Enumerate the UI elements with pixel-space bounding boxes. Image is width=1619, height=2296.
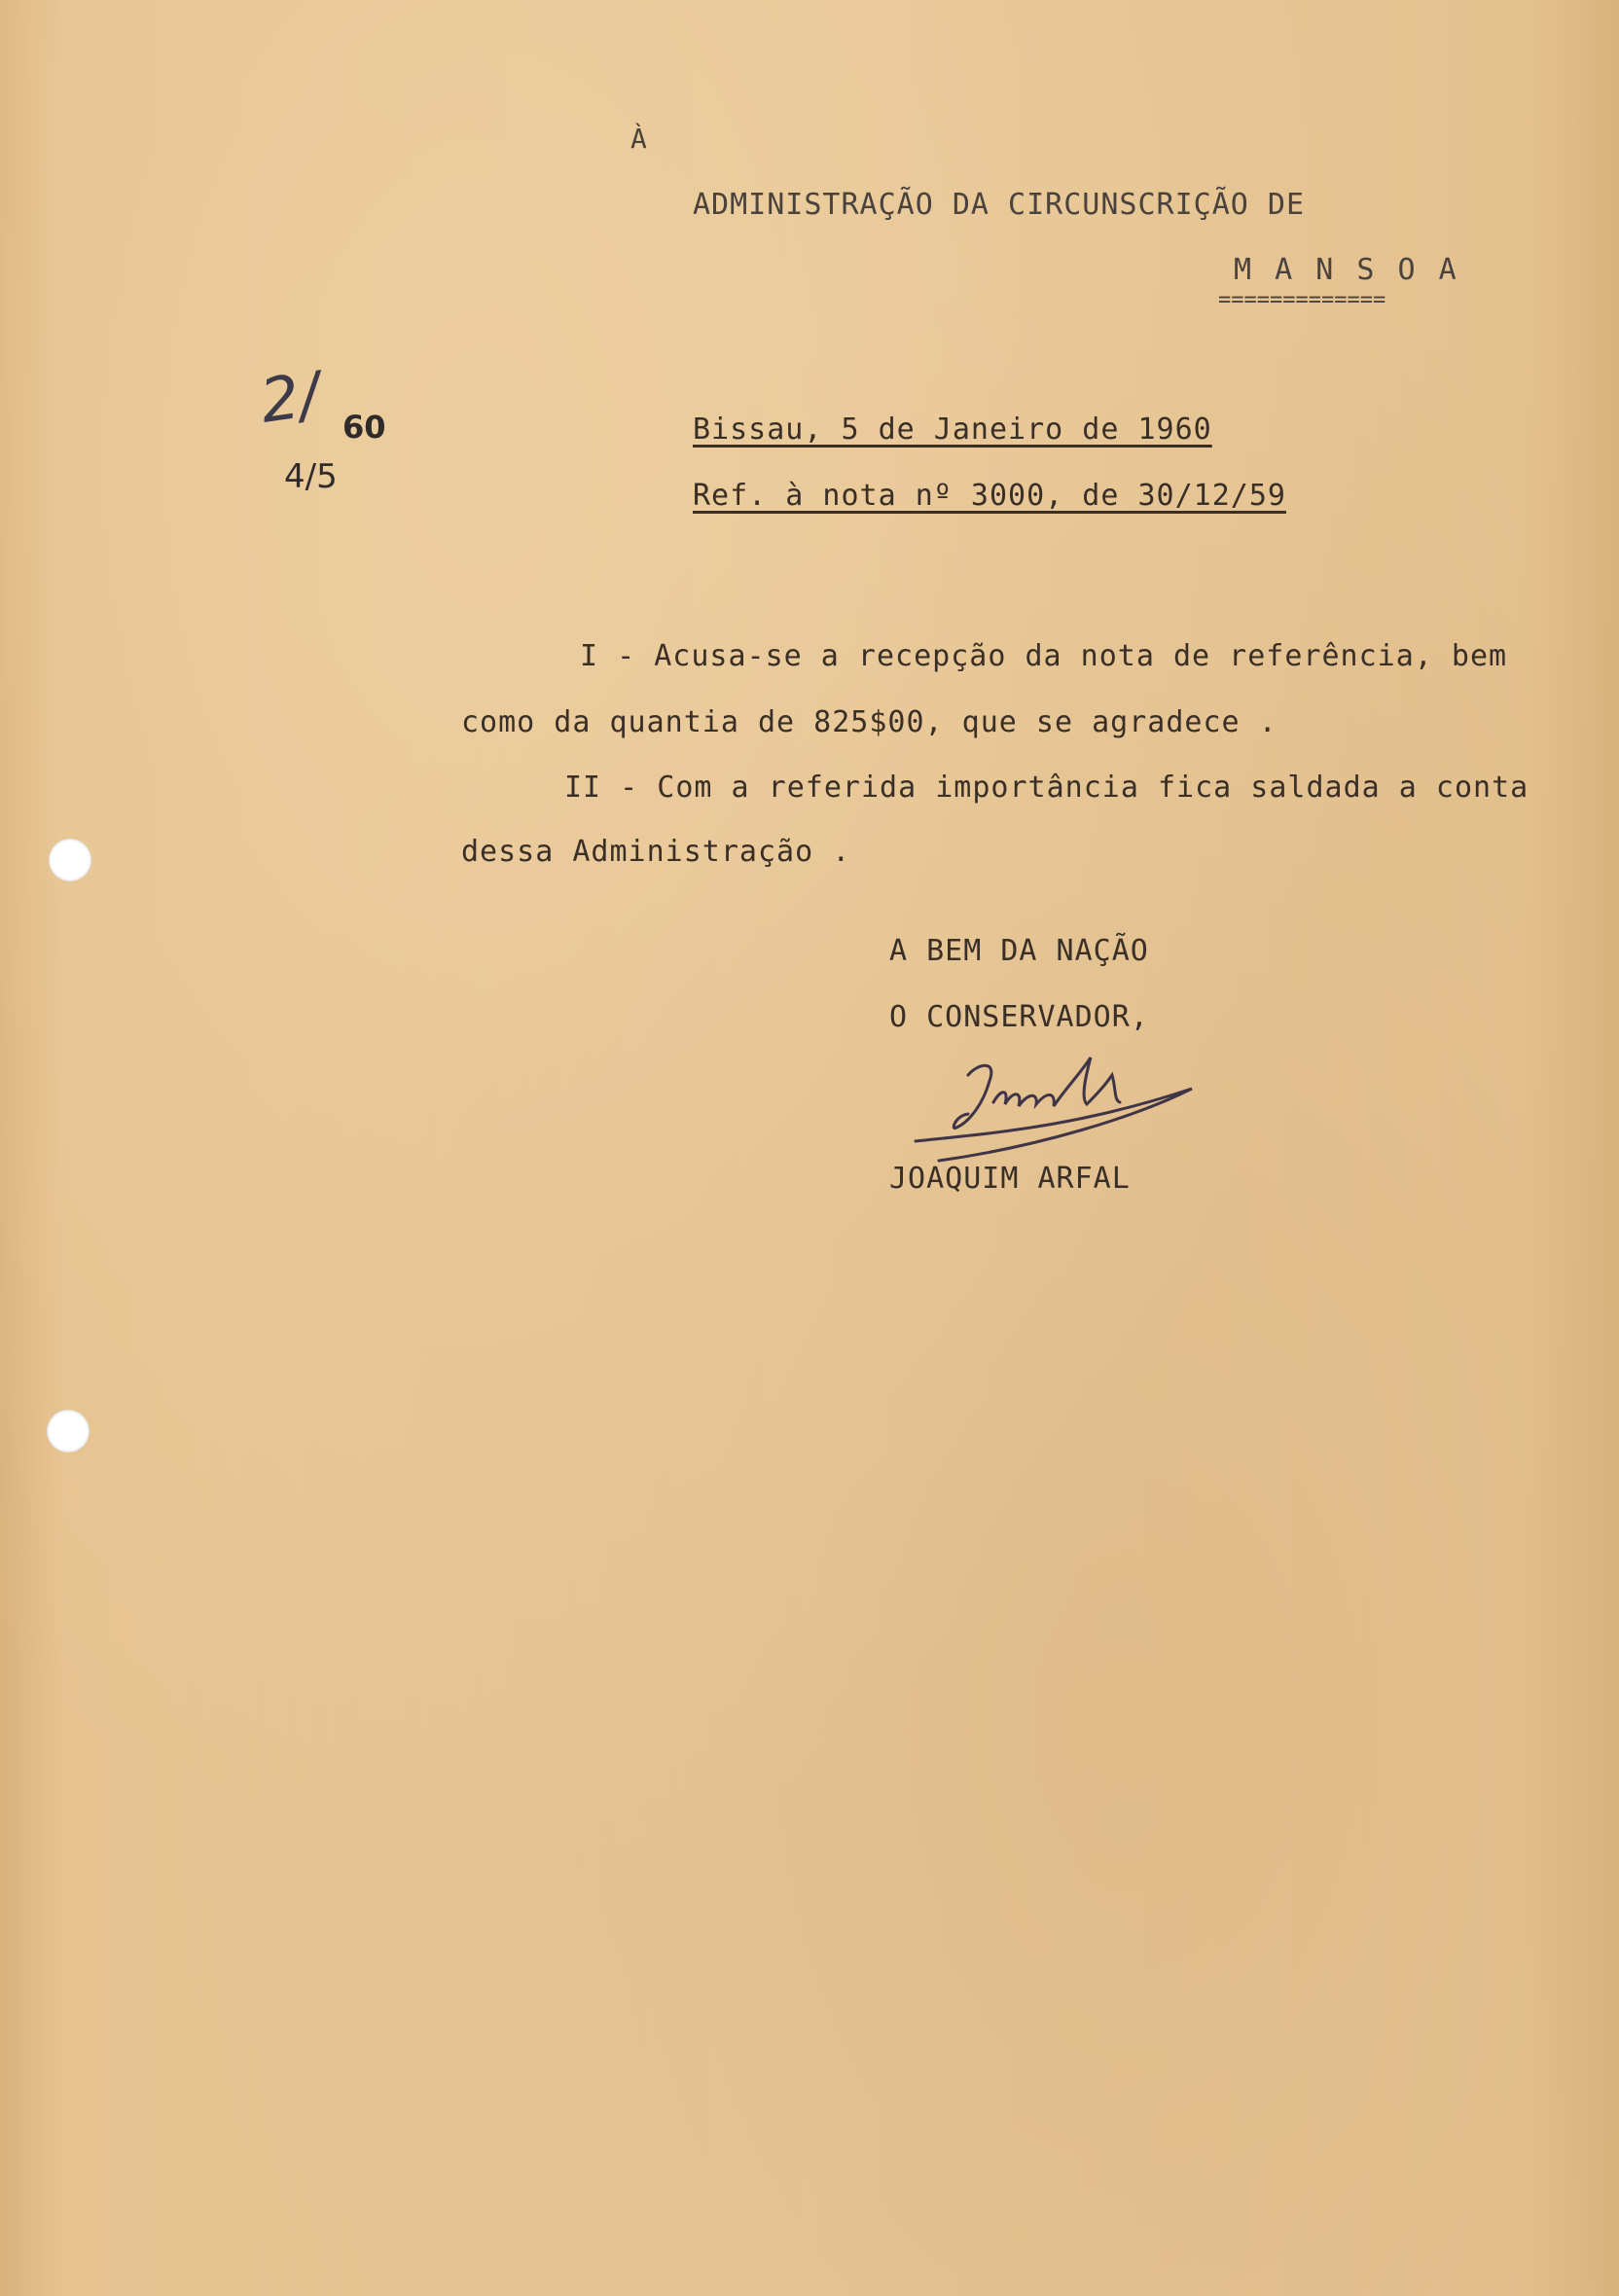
punch-hole-top [49,839,91,881]
paragraph-2-line-1: II - Com a referida importância fica saldada a conta [564,771,1529,805]
paragraph-1-line-1: I - Acusa-se a recepção da nota de referência, bem [580,639,1508,673]
margin-number-handwritten: 2/ [256,358,325,437]
margin-number-stamped: 60 [342,409,386,446]
place-name: M A N S O A [1234,253,1459,287]
addressee-line: ADMINISTRAÇÃO DA CIRCUNSCRIÇÃO DE [693,188,1306,222]
reference-line: Ref. à nota nº 3000, de 30/12/59 [693,479,1286,513]
margin-fraction: 4/5 [284,457,338,496]
paragraph-2-line-2: dessa Administração . [461,835,851,869]
closing-title: O CONSERVADOR, [889,1000,1149,1034]
accent-mark: À [630,123,648,155]
closing-salutation: A BEM DA NAÇÃO [889,934,1149,968]
date-line: Bissau, 5 de Janeiro de 1960 [693,413,1212,447]
signatory-name: JOAQUIM ARFAL [889,1162,1131,1196]
punch-hole-bottom [47,1410,90,1453]
paragraph-1-line-2: como da quantia de 825$00, que se agradece . [461,705,1277,739]
signature [900,1046,1211,1172]
place-underline: ============= [1218,288,1386,312]
